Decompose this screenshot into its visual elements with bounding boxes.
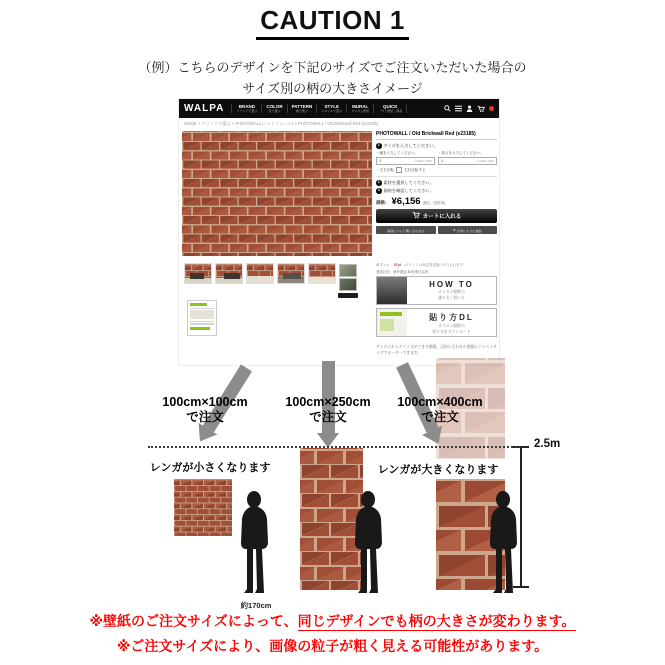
caution-note-2: ※ご注文サイズにより、画像の粒子が粗く見える可能性があります。 — [116, 638, 549, 654]
caution-note-1: ※壁紙のご注文サイズによって、同じデザインでも柄の大きさが変わります。 — [89, 613, 576, 629]
walpa-site-screenshot — [178, 98, 500, 366]
room-thumbnail[interactable] — [246, 263, 274, 284]
result-label-smaller-bricks: レンガが小さくなります — [149, 462, 271, 474]
room-thumbnail[interactable] — [308, 263, 336, 284]
wall-height-label: 2.5m — [534, 438, 561, 450]
add-to-cart-button[interactable]: カートに入れる — [376, 209, 497, 223]
related-image[interactable] — [339, 278, 357, 291]
divider — [376, 176, 497, 177]
size-customize-note: サイズのカスタマイズができる壁紙。目的に合わせた壁面にジャストサイズでオーダーできます。 — [376, 345, 498, 355]
inquiry-button[interactable]: 商品について問い合わせる — [376, 226, 436, 234]
site-header — [179, 99, 499, 118]
nav-item-mural[interactable]: MURAL カスタム壁紙 — [346, 104, 373, 113]
flip-checkbox[interactable] — [396, 167, 402, 173]
subtitle-line-1: （例）こちらのデザインを下記のサイズでご注文いただいた場合の — [138, 60, 527, 75]
width-input[interactable]: 1 cm(Max.400) — [376, 157, 435, 165]
room-thumbnail[interactable] — [184, 263, 212, 284]
secondary-buttons — [376, 226, 497, 234]
paste-guide-download-box[interactable] — [376, 308, 497, 337]
size-inputs — [376, 151, 497, 165]
price-note: (税込・送料別) — [422, 201, 446, 205]
person-silhouette — [342, 491, 398, 597]
width-input-group — [376, 151, 435, 165]
paste-guide-subtitle: カスタム壁紙の 貼り方をダウンロード — [432, 324, 471, 334]
user-icon[interactable] — [466, 105, 473, 112]
search-icon[interactable] — [444, 105, 451, 112]
price-row — [376, 196, 497, 207]
howto-title: HOW TO — [429, 280, 474, 289]
step-2-badge: 2 — [377, 180, 380, 185]
subtitle-line-2: サイズ別の柄の大きさイメージ — [242, 81, 423, 97]
howto-subtitle: カスタム壁紙の 測り方・買い方 — [438, 290, 465, 300]
howto-thumbnail — [377, 277, 407, 304]
room-thumbnail[interactable] — [277, 263, 305, 284]
paste-guide-thumbnail — [377, 309, 407, 336]
step-1-badge: 1 — [377, 143, 380, 148]
flip-row — [376, 167, 497, 173]
shipping-note: 発送目安：海外発送 40営業日以内 — [376, 270, 429, 274]
related-button[interactable] — [338, 293, 358, 298]
favorite-button[interactable]: ★ お気に入りに追加 — [438, 226, 498, 234]
result-label-larger-bricks: レンガが大きくなります — [368, 459, 508, 479]
list-icon[interactable] — [455, 105, 462, 112]
flip-label: ・左右反転 — [376, 167, 394, 172]
points-note: ポイント： 57pt （ポイントは商品発送後に付与されます） — [376, 263, 467, 267]
price-label: 価格： — [376, 200, 390, 205]
cart-badge — [489, 106, 494, 111]
caution-underlined-text: 同じデザインでも柄の大きさが変わります。 — [297, 613, 576, 629]
thumbnail-strip — [184, 263, 336, 284]
nav-item-brand[interactable]: BRAND ブランドで選ぶ — [231, 104, 261, 113]
star-icon: ★ — [452, 228, 456, 232]
step-3-price: 3 価格を確認してください。 — [377, 188, 434, 193]
width-label: ・幅を入力してください。 — [376, 151, 418, 155]
person-height-label: 約170cm — [240, 601, 272, 610]
room-thumbnail[interactable] — [215, 263, 243, 284]
header-icons — [444, 105, 494, 113]
nav-item-quick[interactable]: QUICK 「すぐ壁紙」商品 — [373, 104, 407, 113]
cart-icon[interactable] — [477, 105, 485, 113]
person-silhouette — [477, 491, 533, 597]
ceiling-dashed-line — [148, 446, 520, 448]
nav-item-pattern[interactable]: PATTERN 柄で選ぶ — [287, 104, 317, 113]
walpa-logo[interactable]: WALPA — [184, 103, 225, 114]
nav-item-color[interactable]: COLOR 色で選ぶ — [261, 104, 286, 113]
spec-sheet-thumbnail[interactable] — [187, 300, 217, 336]
height-input-group — [438, 151, 497, 165]
howto-link-box[interactable] — [376, 276, 497, 305]
step-1-size: 1 サイズを入力してください。 — [377, 143, 438, 148]
related-items-panel — [337, 263, 359, 298]
page-subtitle — [0, 57, 665, 100]
related-image[interactable] — [339, 264, 357, 277]
price-value: ¥6,156 — [391, 196, 421, 207]
cart-button-icon — [412, 211, 420, 221]
brick-sample-100x100 — [174, 479, 232, 536]
height-input[interactable]: 1 cm(Max.400) — [438, 157, 497, 165]
order-size-label-100x100: 100cm×100cm で注文 — [162, 395, 248, 424]
flip-option-label: 左右反転する — [403, 167, 426, 172]
page-title: CAUTION 1 — [0, 5, 665, 40]
main-nav — [231, 101, 407, 116]
nav-item-style[interactable]: STYLE スタイルで選ぶ — [316, 104, 346, 113]
product-photo-brick-wall[interactable] — [182, 131, 372, 256]
step-2-material: 2 素材を選択してください。 — [377, 180, 434, 185]
breadcrumb[interactable]: HOME > ブランドで選ぶ > PHOTOWALL(フォトウォール) > PHOTOWALL / Old Brickwall Red (e23185) — [184, 121, 379, 126]
person-silhouette — [228, 491, 284, 597]
order-size-label-100x250: 100cm×250cm で注文 — [285, 395, 371, 424]
step-3-badge: 3 — [377, 188, 380, 193]
product-order-panel — [376, 131, 497, 234]
height-label: ・高さを入力してください。 — [438, 151, 484, 155]
paste-guide-title: 貼り方DL — [429, 313, 474, 322]
product-title: PHOTOWALL / Old Brickwall Red (e23185) — [376, 131, 497, 140]
order-size-label-100x400: 100cm×400cm で注文 — [397, 395, 483, 424]
